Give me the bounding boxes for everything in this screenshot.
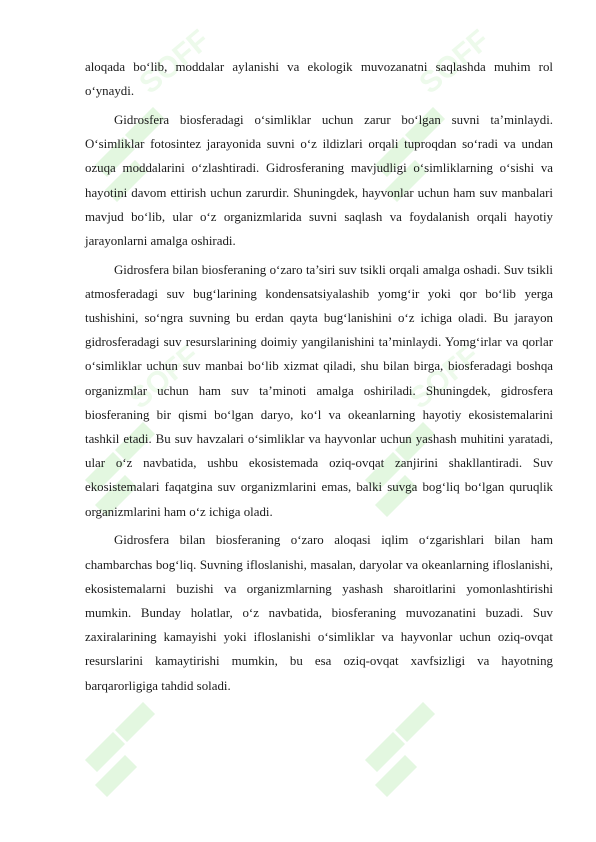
document-body <box>85 55 553 698</box>
paragraph: Gidrosfera bilan biosferaning o‘zaro ta’siri suv tsikli orqali amalga oshadi. Suv tsikli atmosferadagi suv bug‘larining kondensatsiyalashib yomg‘ir yoki qor bo‘lib yerga tushishini, so‘ngra suvning bu erdan qayta bug‘lanishini o‘z ichiga oladi. Bu jarayon gidrosferadagi suv resurslarining doimiy yangilanishini ta’minlaydi. Yomg‘irlar va qorlar o‘simliklar uchun suv manbai bo‘lib xizmat qiladi, shu bilan birga, biosferadagi boshqa organizmlar uchun ham suv ta’minoti amalga oshiriladi. Shuningdek, gidrosfera biosferaning bir qismi bo‘lgan daryo, ko‘l va okeanlarning hayotiy ekosistemalarini tashkil etadi. Bu suv havzalari o‘simliklar va hayvonlar uchun yashash muhitini yaratadi, ular o‘z navbatida, ushbu ekosistemada oziq-ovqat zanjirini shakllantiradi. Suv ekosistemalari faqatgina suv organizmlarini emas, balki suvga bog‘liq bo‘lgan quruqlik organizmlarini ham o‘z ichiga oladi. <box>85 262 553 519</box>
watermark-text: SOFF <box>403 338 486 416</box>
paragraph: Gidrosfera bilan biosferaning o‘zaro aloqasi iqlim o‘zgarishlari bilan ham chambarchas bog‘liq. Suvning ifloslanishi, masalan, daryolar va okeanlarning ifloslanishi, ekosistemalarni buzishi va organizmlarning yashash sharoitlarini yomonlashtirishi mumkin. Bunday holatlar, o‘z navbatida, biosferaning muvozanatini buzadi. Suv zaxiralarining kamayishi yoki ifloslanishi o‘simliklar va hayvonlar uchun oziq-ovqat resurslarini kamaytirishi mumkin, bu esa oziq-ovqat xavfsizligi va hayotning barqarorligiga tahdid soladi. <box>85 533 553 693</box>
watermark-text: SOFF <box>133 23 216 101</box>
watermark-text: SOFF <box>413 23 496 101</box>
paragraph: Gidrosfera biosferadagi o‘simliklar uchun zarur bo‘lgan suvni ta’minlaydi. O‘simliklar fotosintez jarayonida suvni o‘z ildizlari orqali tuproqdan so‘radi va undan ozuqa moddalarini o‘zlashtiradi. Gidrosferaning mavjudligi o‘simliklarning o‘sishi va hayotini davom ettirish uchun zarurdir. Shuningdek, hayvonlar uchun ham suv manbalari mavjud bo‘lib, ular o‘z organizmlarida suvni saqlash va foydalanish orqali hayotiy jarayonlarni amalga oshiradi. <box>85 112 553 248</box>
watermark-text: SOFF <box>123 338 206 416</box>
paragraph-continuation: aloqada bo‘lib, moddalar aylanishi va ekologik muvozanatni saqlashda muhim rol o‘ynaydi. <box>85 60 553 99</box>
